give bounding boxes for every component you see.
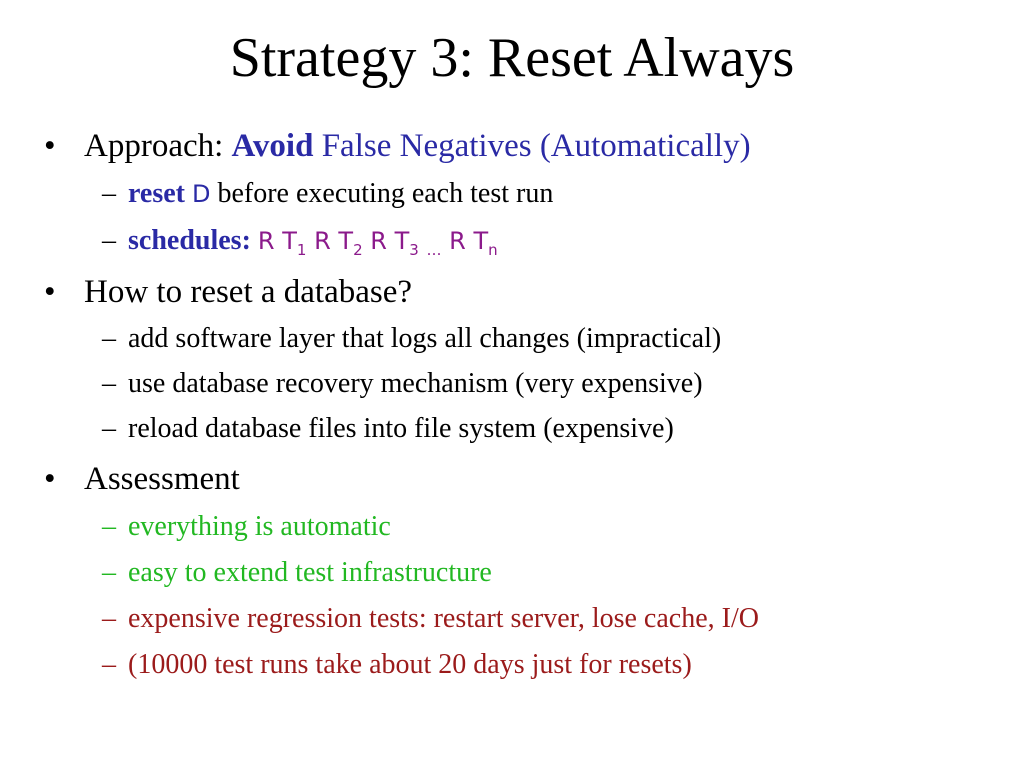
schedule-sub: 2	[353, 241, 363, 259]
bullet-marker: •	[44, 461, 56, 497]
dash-marker: –	[102, 649, 116, 680]
list-item	[102, 602, 759, 636]
schedule-t: T	[282, 227, 297, 255]
schedule-t: T	[394, 227, 410, 255]
dash-marker: –	[102, 368, 116, 399]
bullet-approach	[44, 126, 751, 166]
list-item	[102, 556, 492, 590]
bullet-text: Assessment	[84, 461, 240, 497]
schedules-keyword: schedules:	[128, 225, 251, 256]
bullet-how-to-reset	[44, 272, 412, 312]
list-item-text: everything is automatic	[128, 511, 391, 542]
approach-emph: Avoid	[231, 128, 314, 164]
dash-marker: –	[102, 511, 116, 542]
list-item-text: easy to extend test infrastructure	[128, 557, 492, 588]
list-item-text: expensive regression tests: restart server, lose cache, I/O	[128, 603, 759, 634]
list-item-text: add software layer that logs all changes (impractical)	[128, 323, 722, 354]
list-item-text: use database recovery mechanism (very expensive)	[128, 368, 703, 399]
schedule-t: T	[338, 227, 354, 255]
reset-variable: D	[192, 180, 211, 208]
schedule-sub: n	[488, 241, 498, 259]
schedule-sequence	[257, 227, 498, 259]
reset-keyword: reset	[128, 178, 185, 209]
dash-marker: –	[102, 603, 116, 634]
schedule-sub: 3	[409, 241, 419, 259]
bullet-marker: •	[44, 128, 56, 164]
schedule-r: R	[314, 227, 331, 255]
subitem-schedules	[102, 224, 498, 267]
dash-marker: –	[102, 413, 116, 444]
list-item-text: (10000 test runs take about 20 days just for resets)	[128, 649, 692, 680]
list-item-text: reload database files into file system (expensive)	[128, 413, 674, 444]
approach-rest: False Negatives (Automatically)	[321, 128, 751, 164]
schedule-r: R	[449, 227, 466, 255]
schedule-t: T	[473, 227, 489, 255]
dash-marker: –	[102, 225, 116, 256]
list-item	[102, 412, 674, 446]
bullet-assessment	[44, 459, 240, 499]
subitem-reset	[102, 177, 553, 211]
schedule-ellipsis: …	[426, 241, 442, 259]
bullet-marker: •	[44, 274, 56, 310]
schedule-sub: 1	[296, 241, 307, 259]
slide-title: Strategy 3: Reset Always	[229, 27, 795, 89]
dash-marker: –	[102, 323, 116, 354]
bullet-text: How to reset a database?	[84, 274, 413, 310]
dash-marker: –	[102, 178, 116, 209]
list-item	[102, 367, 703, 401]
reset-rest: before executing each test run	[217, 178, 554, 209]
dash-marker: –	[102, 557, 116, 588]
schedule-r: R	[370, 227, 387, 255]
list-item	[102, 510, 391, 544]
schedule-r: R	[257, 227, 275, 255]
list-item	[102, 322, 721, 356]
list-item	[102, 648, 692, 682]
approach-prefix: Approach:	[84, 128, 224, 164]
